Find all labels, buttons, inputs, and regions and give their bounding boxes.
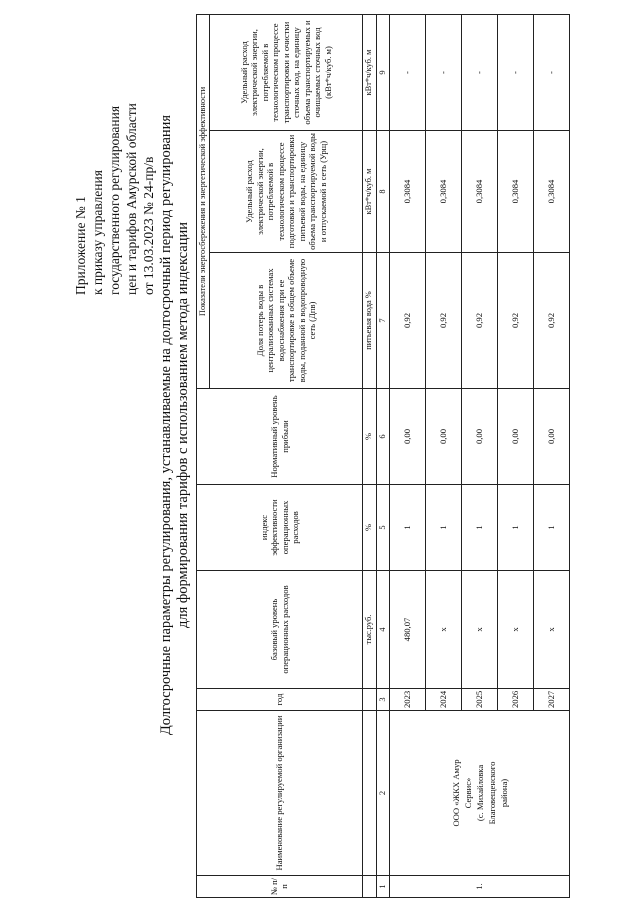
- appendix-line: от 13.03.2023 № 24-пр/в: [141, 156, 156, 295]
- header-energy-group: Показатели энергосбережения и энергетической эффективности: [197, 14, 210, 388]
- cell-index: 1: [390, 485, 426, 571]
- cell-base: 480,07: [390, 571, 426, 689]
- cell-year: 2025: [462, 689, 498, 711]
- cell-base: x: [498, 571, 534, 689]
- header-name: Наименование регулируемой организации: [197, 711, 363, 876]
- title-line: Долгосрочные параметры регулирования, устанавливаемые на долгосрочный период регулирования: [158, 114, 174, 736]
- cell-index: 1: [426, 485, 462, 571]
- unit-spec1: кВт*ч/куб. м: [363, 131, 377, 253]
- cell-loss: 0,92: [462, 253, 498, 389]
- parameters-table: [196, 14, 570, 898]
- org-line: Сервис»: [462, 777, 473, 809]
- header-index: индекс эффективности операционных расходов: [197, 485, 363, 571]
- column-number: 1: [376, 876, 390, 898]
- organization-name: [390, 711, 570, 876]
- cell-loss: 0,92: [498, 253, 534, 389]
- header-base: базовый уровень операционных расходов: [197, 571, 363, 689]
- unit-base: тыс.руб.: [363, 571, 377, 689]
- cell-index: 1: [462, 485, 498, 571]
- cell-profit: 0,00: [390, 389, 426, 485]
- header-spec1: Удельный расход электрической энергии, потребляемой в технологическом процессе подготовки и транспортировки питьевой воды, на единицу объема транспортируемой воды и отпускаемой в сеть (Урщ): [210, 131, 363, 253]
- cell-year: 2023: [390, 689, 426, 711]
- column-number: 7: [376, 253, 390, 389]
- column-number: 5: [376, 485, 390, 571]
- title-line: для формирования тарифов с использованием метода индексации: [175, 221, 191, 629]
- org-line: (с. Михайловка: [474, 764, 485, 822]
- unit-empty: [363, 711, 377, 876]
- cell-year: 2026: [498, 689, 534, 711]
- header-spec2: Удельный расход электрической энергии, потребляемой в технологическом процессе транспортировки и очистки сточных вод, на единицу объема транспортируемых и очищаемых сточных вод (кВт*ч/куб. м): [210, 14, 363, 130]
- table-row: [390, 14, 426, 897]
- appendix-line: цен и тарифов Амурской области: [124, 103, 139, 295]
- cell-index: 1: [534, 485, 570, 571]
- cell-year: 2027: [534, 689, 570, 711]
- cell-index: 1: [498, 485, 534, 571]
- cell-profit: 0,00: [498, 389, 534, 485]
- column-number: 9: [376, 14, 390, 130]
- unit-profit: %: [363, 389, 377, 485]
- cell-loss: 0,92: [534, 253, 570, 389]
- appendix-line: государственного регулирования: [107, 105, 122, 295]
- unit-loss: питьевая вода %: [363, 253, 377, 389]
- cell-year: 2024: [426, 689, 462, 711]
- cell-spec1: 0,3084: [426, 131, 462, 253]
- cell-loss: 0,92: [426, 253, 462, 389]
- cell-loss: 0,92: [390, 253, 426, 389]
- appendix-line: Приложение № 1: [73, 196, 88, 295]
- cell-spec2: -: [534, 14, 570, 130]
- cell-spec2: -: [390, 14, 426, 130]
- column-number: 3: [376, 689, 390, 711]
- column-number: 6: [376, 389, 390, 485]
- row-number: 1.: [390, 876, 570, 898]
- unit-index: %: [363, 485, 377, 571]
- cell-spec2: -: [498, 14, 534, 130]
- document-title: [158, 5, 192, 845]
- unit-empty: [363, 876, 377, 898]
- header-loss: Доля потерь воды в централизованных системах водоснабжения при ее транспортировке в общем объеме воды, поданной в водопроводную сеть (Дпв): [210, 253, 363, 389]
- appendix-block: [72, 25, 157, 295]
- org-line: района): [498, 778, 509, 808]
- header-num: № п/п: [197, 876, 363, 898]
- appendix-line: к приказу управления: [90, 170, 105, 295]
- column-number: 8: [376, 131, 390, 253]
- cell-spec2: -: [462, 14, 498, 130]
- cell-spec1: 0,3084: [462, 131, 498, 253]
- column-number: 2: [376, 711, 390, 876]
- header-year: год: [197, 689, 363, 711]
- column-number: 4: [376, 571, 390, 689]
- cell-spec1: 0,3084: [390, 131, 426, 253]
- cell-base: x: [534, 571, 570, 689]
- org-line: Благовещенского: [486, 761, 497, 825]
- unit-empty: [363, 689, 377, 711]
- cell-profit: 0,00: [426, 389, 462, 485]
- org-line: ООО «ЖКХ Амур: [450, 759, 461, 827]
- cell-base: x: [426, 571, 462, 689]
- cell-spec1: 0,3084: [498, 131, 534, 253]
- cell-spec1: 0,3084: [534, 131, 570, 253]
- cell-base: x: [462, 571, 498, 689]
- cell-spec2: -: [426, 14, 462, 130]
- cell-profit: 0,00: [462, 389, 498, 485]
- unit-spec2: кВт*ч/куб. м: [363, 14, 377, 130]
- cell-profit: 0,00: [534, 389, 570, 485]
- header-profit: Нормативный уровень прибыли: [197, 389, 363, 485]
